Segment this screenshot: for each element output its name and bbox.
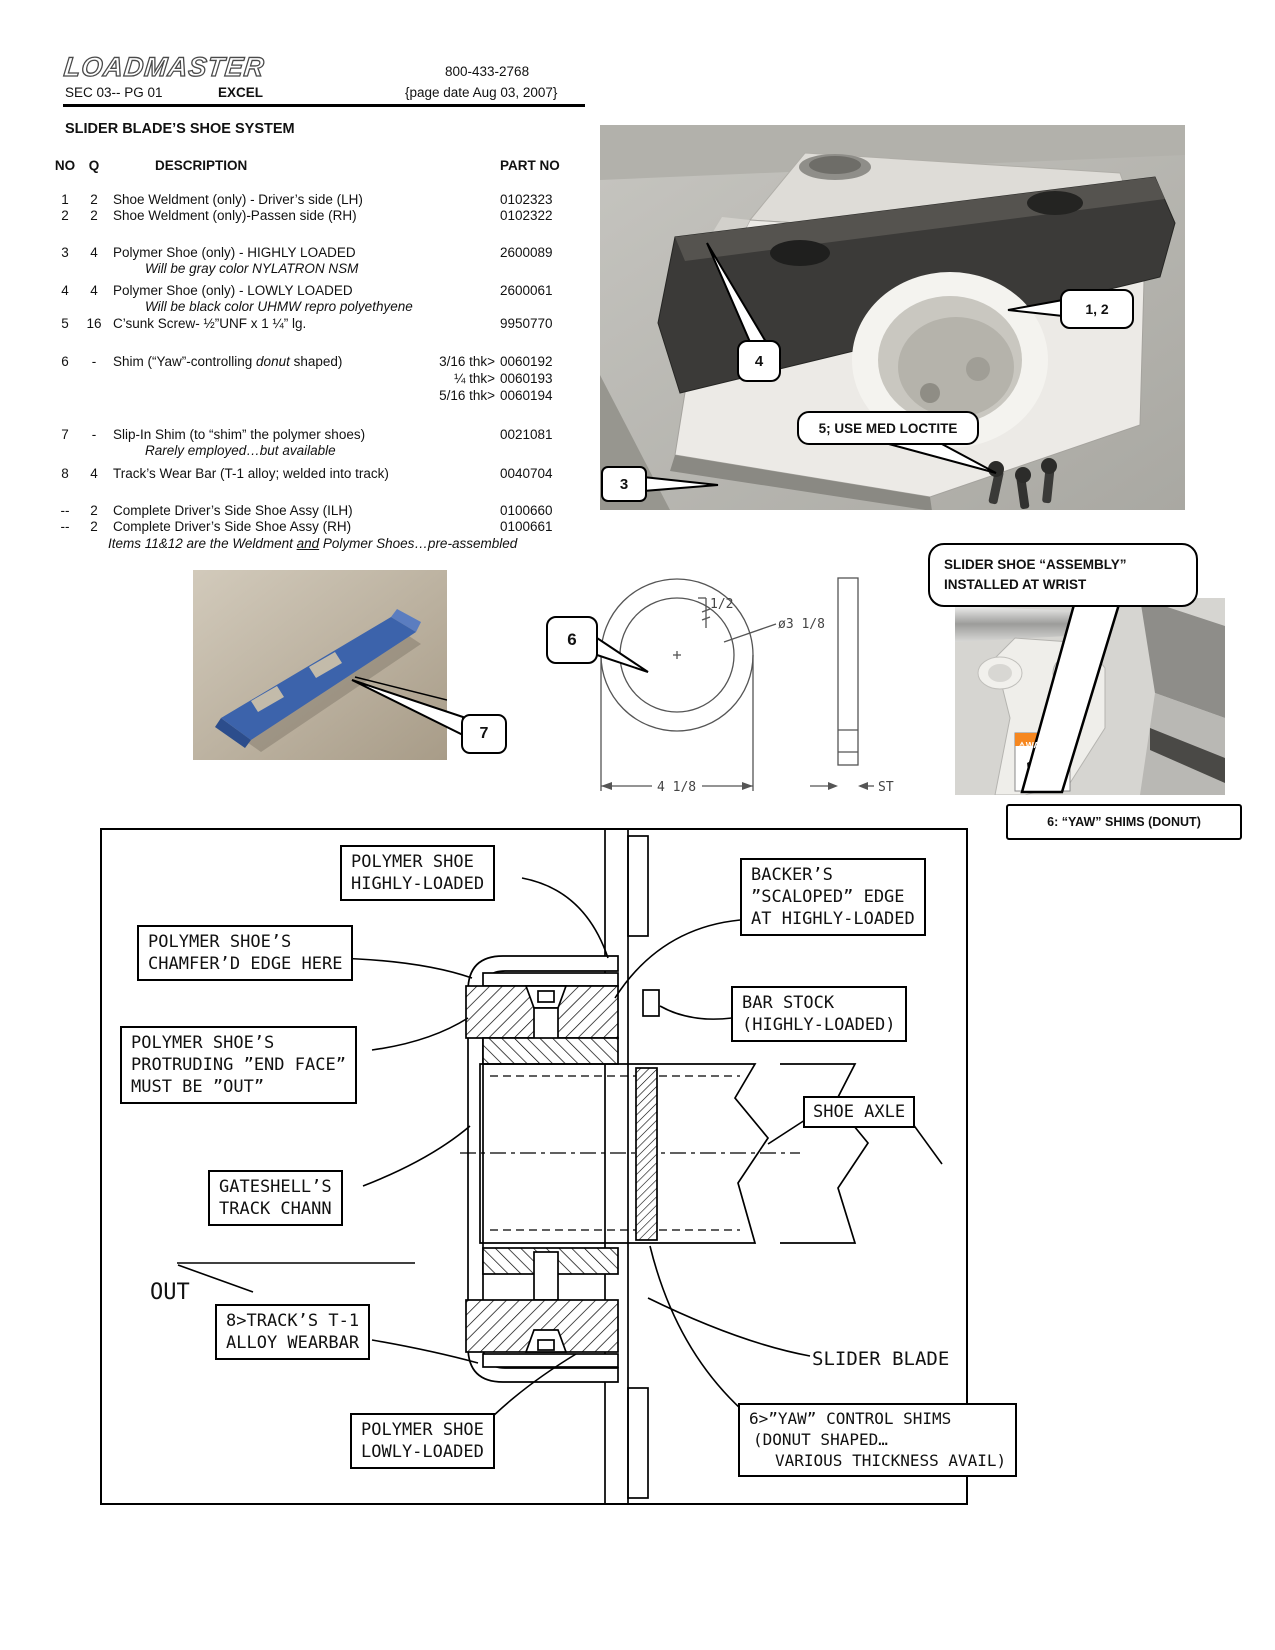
callout-1-2-label: 1, 2 [1085, 301, 1109, 317]
label-line: PROTRUDING ”END FACE” [131, 1055, 346, 1076]
cell-q: - [91, 354, 97, 369]
cell-q: 4 [90, 283, 98, 298]
cell-note: Will be gray color NYLATRON NSM [145, 261, 359, 276]
cell-q: 2 [90, 519, 98, 534]
label-backers-scaloped [740, 858, 926, 936]
label-track-wearbar [215, 1304, 370, 1360]
cell-part: 0102323 [500, 192, 553, 207]
cell-q: 2 [90, 503, 98, 518]
label-line: TRACK CHANN [219, 1199, 332, 1220]
cell-part: 0102322 [500, 208, 553, 223]
table-row [0, 192, 640, 209]
label-line: LOWLY-LOADED [361, 1442, 484, 1463]
warning-label: WARNING [1025, 740, 1067, 750]
cell-thk: ¼ thk> [454, 371, 495, 386]
cell-q: 2 [90, 192, 98, 207]
cell-no: 2 [61, 208, 69, 223]
cell-q: - [91, 427, 97, 442]
cell-no: -- [60, 519, 70, 534]
cell-no: 6 [61, 354, 69, 369]
table-note-row [0, 443, 640, 460]
label-line: CHAMFER’D EDGE HERE [148, 954, 343, 975]
callout-7-label: 7 [479, 725, 489, 742]
cell-desc: Complete Driver’s Side Shoe Assy (RH) [113, 519, 352, 534]
yaw-shims-caption-label: 6: “YAW” SHIMS (DONUT) [1047, 815, 1201, 829]
label-gateshell-track [208, 1170, 343, 1226]
label-line: (HIGHLY-LOADED) [742, 1015, 896, 1036]
label-line: VARIOUS THICKNESS AVAIL) [775, 1450, 1007, 1470]
cell-desc: Track’s Wear Bar (T-1 alloy; welded into track) [113, 466, 389, 481]
cell-no: 7 [61, 427, 69, 442]
label-out: OUT [150, 1280, 190, 1305]
cell-q: 16 [86, 316, 102, 331]
label-protruding-end-face [120, 1026, 357, 1104]
blade-top-flange [628, 836, 648, 936]
col-part: PART NO [500, 158, 560, 173]
cell-part: 0100660 [500, 503, 553, 518]
label-polymer-shoe-highly [340, 845, 495, 901]
table-note-row [0, 261, 640, 278]
table-row [0, 283, 640, 300]
label-line: 6>”YAW” CONTROL SHIMS [749, 1409, 952, 1428]
cell-part: 2600089 [500, 245, 553, 260]
brand-label: EXCEL [218, 85, 264, 100]
label-line: AT HIGHLY-LOADED [751, 909, 915, 930]
yaw-shims-caption [1006, 804, 1242, 840]
label-line: POLYMER SHOE’S [131, 1033, 275, 1053]
csunk-screw-shank-bottom [534, 1252, 558, 1300]
cell-no: 1 [61, 192, 69, 207]
table-row [0, 427, 640, 444]
label-yaw-control-shims [738, 1403, 1017, 1477]
cell-no: 4 [61, 283, 69, 298]
label-line: ”SCALOPED” EDGE [751, 887, 905, 908]
cell-desc: Polymer Shoe (only) - HIGHLY LOADED [113, 245, 356, 260]
cell-thk: 5/16 thk> [439, 388, 495, 403]
callout-5-loctite [797, 411, 979, 445]
label-polymer-shoe-lowly [350, 1413, 495, 1469]
table-row [0, 371, 640, 388]
page-title: SLIDER BLADE’S SHOE SYSTEM [65, 121, 295, 137]
header-rule [63, 104, 585, 107]
callout-3 [601, 466, 647, 502]
col-description: DESCRIPTION [155, 158, 248, 173]
label-line: POLYMER SHOE [361, 1420, 484, 1440]
cell-desc: C’sunk Screw- ½”UNF x 1 ¼” lg. [113, 316, 307, 331]
desc-part: shaped) [289, 354, 343, 369]
cell-thk: 3/16 thk> [439, 354, 495, 369]
table-row [0, 503, 640, 520]
cell-note: Rarely employed…but available [145, 443, 336, 458]
bar-stock-block [643, 990, 659, 1016]
cell-no: 5 [61, 316, 69, 331]
cell-desc: Shoe Weldment (only)-Passen side (RH) [113, 208, 357, 223]
table-row [0, 316, 640, 333]
dim-dia-label: ø3 1/8 [778, 617, 825, 632]
cell-part: 9950770 [500, 316, 553, 331]
table-footnote [0, 536, 640, 553]
cell-desc: Slip-In Shim (to “shim” the polymer shoes) [113, 427, 366, 442]
footnote-part: Polymer Shoes…pre-assembled [319, 536, 518, 551]
table-row [0, 208, 640, 225]
cell-no: 3 [61, 245, 69, 260]
footnote-part-underlined: and [296, 536, 320, 551]
callout-4-label: 4 [754, 352, 764, 370]
yaw-shim-stack [636, 1068, 657, 1240]
desc-part: Shim (“Yaw”-controlling [113, 354, 257, 369]
label-line: BAR STOCK [742, 993, 835, 1013]
footnote-part: Items 11&12 are the Weldment [108, 536, 297, 551]
cell-no: 8 [61, 466, 69, 481]
bubble-line2: INSTALLED AT WRIST [944, 577, 1087, 592]
table-row [0, 519, 640, 536]
cell-desc: Shoe Weldment (only) - Driver’s side (LH) [113, 192, 363, 207]
dim-half-label: 1/2 [710, 597, 734, 612]
cell-q: 4 [90, 245, 98, 260]
cell-part: 0040704 [500, 466, 553, 481]
callout-7 [461, 714, 507, 754]
label-line: POLYMER SHOE [351, 852, 474, 872]
label-line: MUST BE ”OUT” [131, 1077, 265, 1098]
bottom-wearbar [483, 1354, 618, 1367]
callout-6-label: 6 [567, 630, 577, 649]
label-line: GATESHELL’S [219, 1177, 332, 1197]
loadmaster-logo: LOADMASTER [62, 52, 267, 82]
label-bar-stock [731, 986, 907, 1042]
side-view-rect [838, 578, 858, 765]
label-line: ALLOY WEARBAR [226, 1333, 360, 1354]
callout-5-label: 5; USE MED LOCTITE [818, 420, 958, 436]
dim-width-label: 4 1/8 [657, 780, 697, 795]
phone-number: 800-433-2768 [445, 64, 530, 79]
label-slider-blade: SLIDER BLADE [812, 1348, 950, 1370]
col-q: Q [88, 158, 100, 173]
cell-part: 0021081 [500, 427, 553, 442]
bubble-line1: SLIDER SHOE “ASSEMBLY” [944, 557, 1127, 573]
page-date: {page date Aug 03, 2007} [405, 85, 558, 100]
wrist-bubble [928, 543, 1198, 607]
leader-7-wedge [335, 655, 470, 755]
table-header-row [0, 158, 640, 175]
label-shoe-axle [803, 1096, 915, 1128]
label-line: (DONUT SHAPED… [753, 1429, 888, 1449]
callout-3-label: 3 [619, 475, 629, 493]
table-row [0, 388, 640, 405]
table-row [0, 354, 640, 371]
cell-note: Will be black color UHMW repro polyethyene [145, 299, 413, 314]
callout-1-2 [1060, 289, 1134, 329]
callout-4 [737, 340, 781, 382]
label-line: BACKER’S [751, 865, 833, 885]
cell-desc: Complete Driver’s Side Shoe Assy (ILH) [113, 503, 353, 518]
wrist-photo-scene [955, 598, 1225, 795]
cell-part: 2600061 [500, 283, 553, 298]
cell-no: -- [60, 503, 70, 518]
label-line: HIGHLY-LOADED [351, 874, 485, 895]
cell-part: 0060194 [500, 388, 553, 403]
blade-bottom-flange [628, 1388, 648, 1498]
table-note-row [0, 299, 640, 316]
callout-6 [546, 616, 598, 664]
top-wearbar [483, 973, 618, 986]
desc-part-italic: donut [256, 354, 290, 369]
cell-part: 0100661 [500, 519, 553, 534]
cell-desc: Polymer Shoe (only) - LOWLY LOADED [113, 283, 353, 298]
warning-sticker-header [1015, 739, 1070, 752]
label-line: SHOE AXLE [813, 1102, 906, 1122]
table-row [0, 245, 640, 262]
cell-part: 0060192 [500, 354, 553, 369]
col-no: NO [54, 158, 76, 173]
label-chamferd-edge [137, 925, 353, 981]
backer-bar-top [483, 1038, 618, 1064]
table-row [0, 466, 640, 483]
label-line: POLYMER SHOE’S [148, 932, 292, 952]
cell-q: 2 [90, 208, 98, 223]
yaw-shim-drawing [540, 560, 900, 795]
label-line: 8>TRACK’S T-1 [226, 1311, 360, 1331]
section-page-label: SEC 03-- PG 01 [65, 85, 163, 100]
cell-q: 4 [90, 466, 98, 481]
dim-st-label: ST [878, 780, 894, 795]
cell-desc [113, 354, 342, 370]
cell-part: 0060193 [500, 371, 553, 386]
wrist-assembly-photo [955, 598, 1225, 795]
warning-icon: ⚠ [1018, 740, 1026, 750]
